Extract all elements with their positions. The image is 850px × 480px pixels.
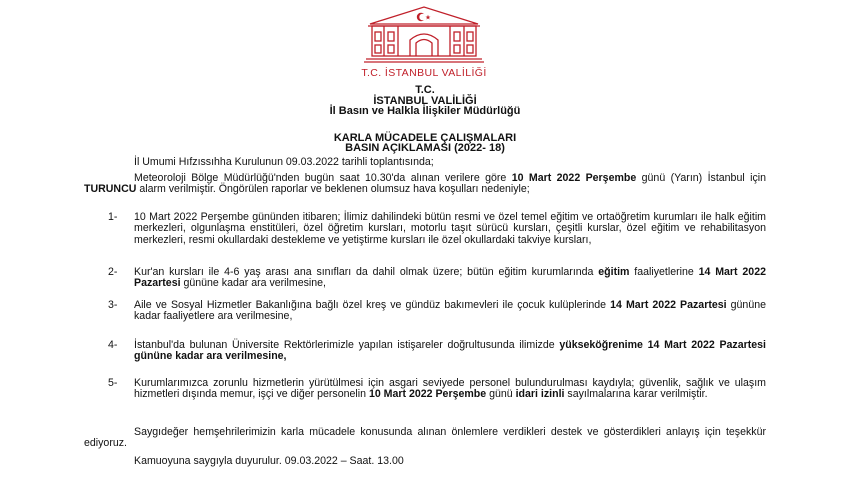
governorship-logo	[318, 4, 530, 80]
closing-thanks: Saygıdeğer hemşehrilerimizin karla mücadele konusunda alınan önlemlere verdikleri destek ve gösterdikleri anlayış için teşekkür ediyoruz.	[84, 426, 766, 450]
item-5-number: 5-	[108, 377, 118, 389]
item-2-number: 2-	[108, 266, 118, 278]
item-5-text: Kurumlarımızca zorunlu hizmetlerin yürütülmesi için asgari seviyede personel bulundurulması kaydıyla; güvenlik, sağlık ve ulaşım hizmetleri dışında memur, işçi ve diğer personelin 10 Mart 2022 Perşembe günü idari izinli sayılmalarına karar verilmiştir.	[134, 377, 766, 401]
item-3-text: Aile ve Sosyal Hizmetler Bakanlığına bağlı özel kreş ve gündüz bakımevleri ile çocuk kulüplerinde 14 Mart 2022 Pazartesi gününe kadar faaliyetlere ara verilmesine,	[134, 299, 766, 323]
title-line-2: BASIN AÇIKLAMASI (2022- 18)	[345, 142, 505, 154]
intro-forecast: Meteoroloji Bölge Müdürlüğü'nden bugün saat 10.30'da alınan verilere göre 10 Mart 2022 Perşembe günü (Yarın) İstanbul için TURUNCU alarm verilmiştir. Öngörülen raporlar ve beklenen olumsuz hava koşulları nedeniyle;	[84, 172, 766, 196]
header-governorship: İSTANBUL VALİLİĞİ	[373, 95, 477, 107]
item-1-text: 10 Mart 2022 Perşembe gününden itibaren; İlimiz dahilindeki bütün resmi ve özel temel eğitim ve ortaöğretim kurumları ile halk eğitim merkezleri, olgunlaşma enstitüleri, özel öğretim kursları, motorlu taşıt sürücü kursları, çeşitli kurslar, özel eğitim ve rehabilitasyon merkezleri, resmi okullardaki destekleme ve yetiştirme kursları ile özel okullardaki takviye kursları,	[134, 211, 766, 246]
signoff-line: Kamuoyuna saygıyla duyurulur. 09.03.2022 – Saat. 13.00	[134, 455, 404, 467]
header-tc: T.C.	[415, 84, 435, 96]
item-4-text: İstanbul'da bulunan Üniversite Rektörlerimizle yapılan istişareler doğrultusunda ilimizde yükseköğrenime 14 Mart 2022 Pazartesi gününe kadar ara verilmesine,	[134, 339, 766, 363]
item-4-number: 4-	[108, 339, 118, 351]
item-1-number: 1-	[108, 211, 118, 223]
item-3-number: 3-	[108, 299, 118, 311]
item-2-text: Kur'an kursları ile 4-6 yaş arası ana sınıfları da dahil olmak üzere; bütün eğitim kurumlarında eğitim faaliyetlerine 14 Mart 2022 Pazartesi gününe kadar ara verilmesine,	[134, 266, 766, 290]
governorship-building-icon	[364, 4, 484, 66]
intro-meeting: İl Umumi Hıfzıssıhha Kurulunun 09.03.2022 tarihli toplantısında;	[134, 156, 434, 168]
header-directorate: İl Basın ve Halkla İlişkiler Müdürlüğü	[329, 105, 521, 117]
title-line-1: KARLA MÜCADELE ÇALIŞMALARI	[333, 132, 517, 144]
logo-caption: T.C. İSTANBUL VALİLİĞİ	[361, 67, 487, 79]
